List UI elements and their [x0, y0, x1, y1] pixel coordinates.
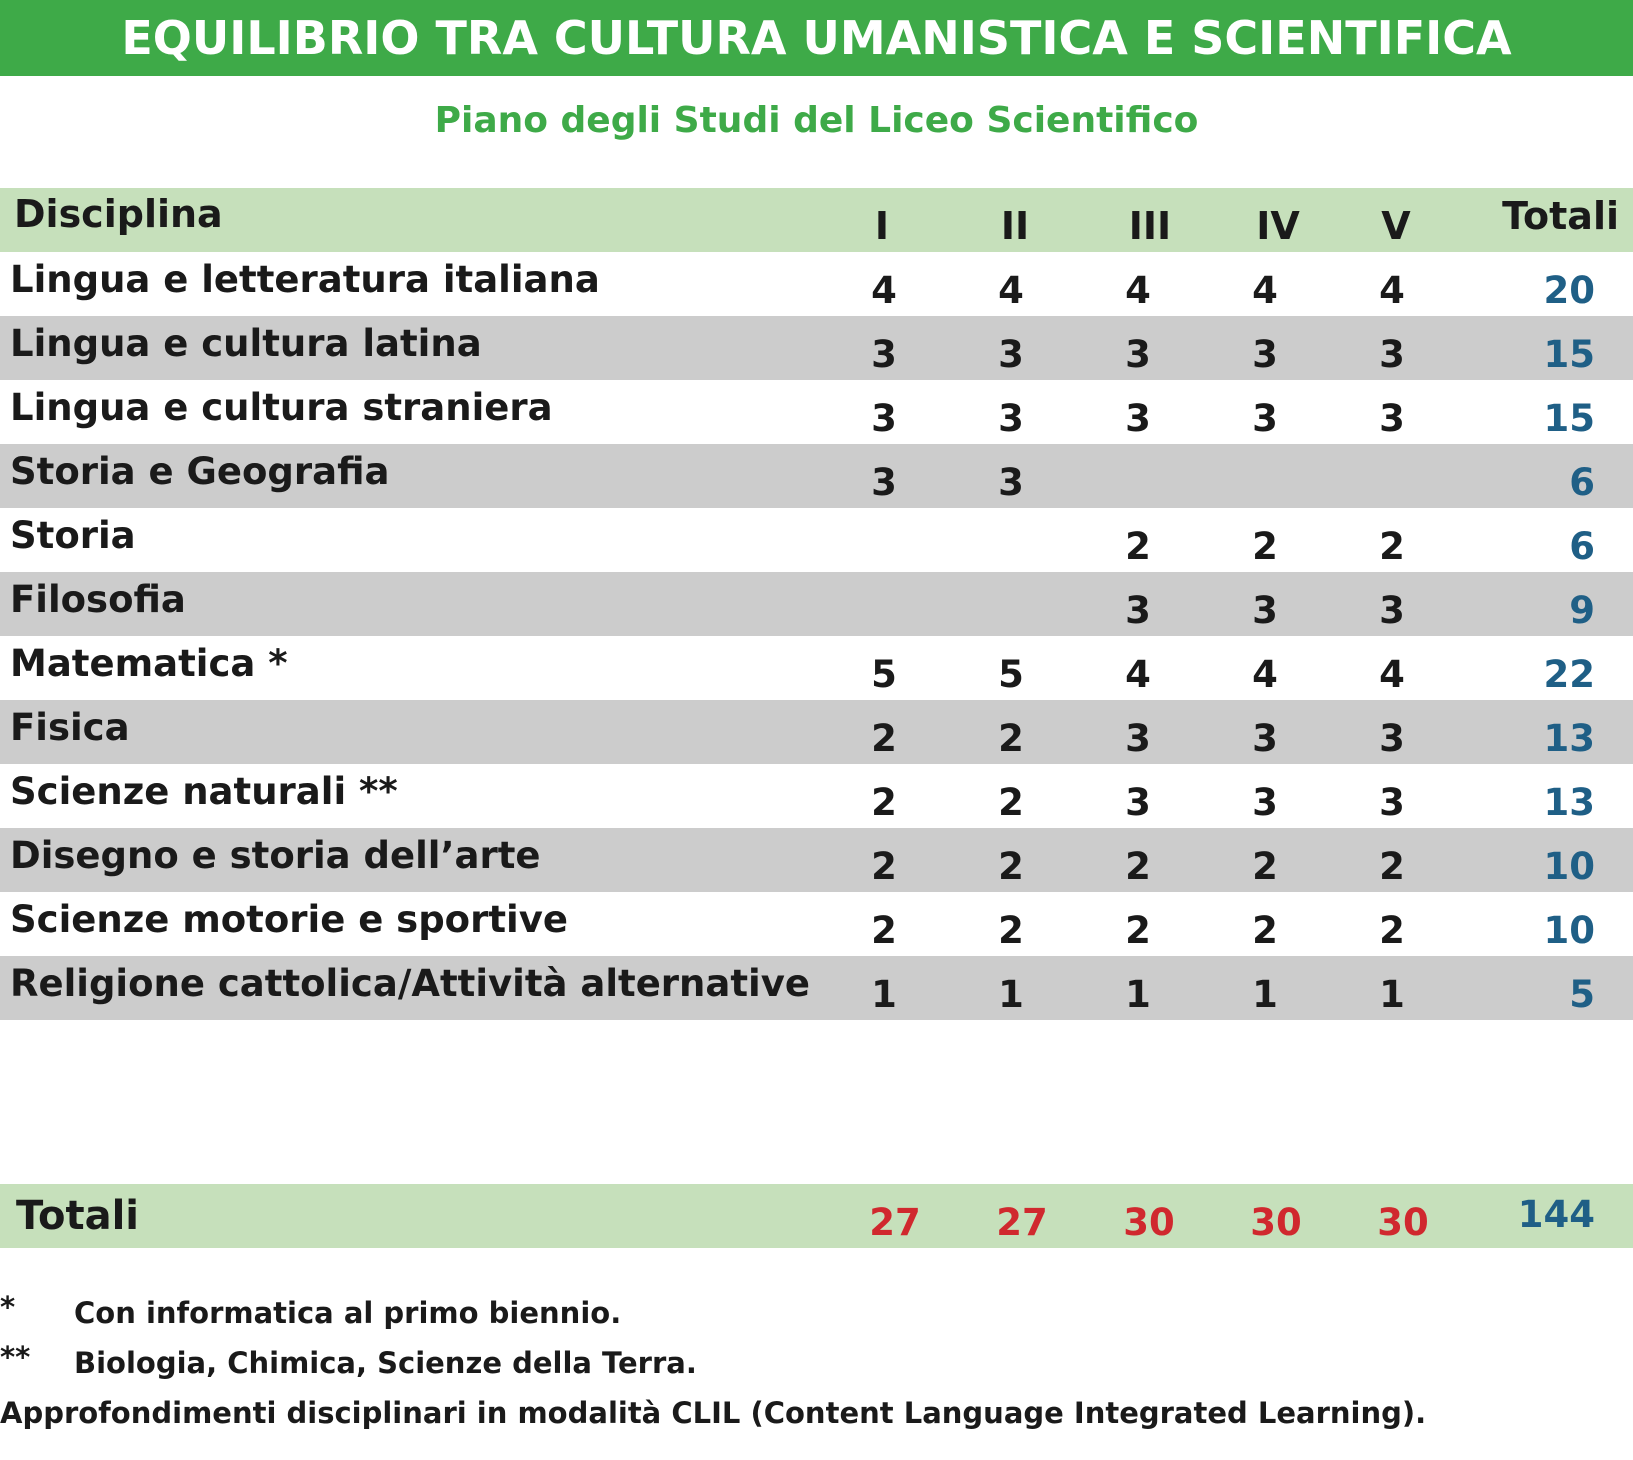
hours-year-3: 2 [1125, 525, 1151, 568]
row-total: 13 [1543, 781, 1595, 824]
hours-year-2: 3 [998, 461, 1024, 504]
row-total: 15 [1543, 397, 1595, 440]
hours-year-3: 2 [1125, 845, 1151, 888]
hours-year-3: 3 [1125, 333, 1151, 376]
hours-year-1 [854, 572, 914, 636]
hours-year-4: 3 [1252, 781, 1278, 824]
column-header-total: Totali [1502, 194, 1619, 238]
totals-label: Totali [16, 1193, 139, 1239]
table-header-row [0, 188, 1633, 252]
hours-year-5: 2 [1379, 525, 1405, 568]
discipline-name: Filosofia [10, 578, 186, 621]
hours-year-5: 4 [1379, 653, 1405, 696]
footnote-2-mark: ** [0, 1340, 31, 1374]
hours-year-2: 5 [998, 653, 1024, 696]
hours-year-4: 2 [1252, 845, 1278, 888]
page-subtitle: Piano degli Studi del Liceo Scientifico [434, 100, 1199, 141]
hours-year-1: 3 [871, 461, 897, 504]
hours-year-1: 2 [871, 845, 897, 888]
hours-year-3: 4 [1125, 269, 1151, 312]
column-header-year-2: II [1000, 204, 1030, 248]
total-year-2: 27 [996, 1201, 1048, 1244]
footnote-1 [0, 1290, 1633, 1346]
row-total: 6 [1569, 461, 1595, 504]
hours-year-5: 1 [1379, 973, 1405, 1016]
title-banner [0, 0, 1633, 76]
hours-year-3: 4 [1125, 653, 1151, 696]
hours-year-4: 3 [1252, 717, 1278, 760]
table-row [0, 252, 1633, 316]
hours-year-1: 3 [871, 397, 897, 440]
footnote-3 [0, 1396, 1633, 1446]
row-total: 20 [1543, 269, 1595, 312]
table-row [0, 380, 1633, 444]
discipline-name: Fisica [10, 706, 130, 749]
column-header-discipline: Disciplina [14, 192, 223, 236]
hours-year-2 [981, 508, 1041, 572]
study-plan-table [0, 188, 1633, 1020]
table-row [0, 316, 1633, 380]
discipline-name: Lingua e cultura latina [10, 322, 482, 365]
hours-year-5: 3 [1379, 589, 1405, 632]
hours-year-1: 2 [871, 909, 897, 952]
discipline-name: Storia e Geografia [10, 450, 390, 493]
totals-row [0, 1184, 1633, 1248]
hours-year-4 [1235, 444, 1295, 508]
hours-year-1: 3 [871, 333, 897, 376]
hours-year-3: 3 [1125, 589, 1151, 632]
hours-year-5: 2 [1379, 845, 1405, 888]
hours-year-2: 2 [998, 845, 1024, 888]
hours-year-5: 4 [1379, 269, 1405, 312]
hours-year-1: 5 [871, 653, 897, 696]
hours-year-3 [1108, 444, 1168, 508]
table-row [0, 700, 1633, 764]
footnotes [0, 1290, 1633, 1446]
hours-year-4: 3 [1252, 333, 1278, 376]
hours-year-3: 3 [1125, 397, 1151, 440]
table-row [0, 636, 1633, 700]
grand-total: 144 [1517, 1192, 1595, 1236]
footnote-2 [0, 1340, 1633, 1396]
table-row [0, 444, 1633, 508]
column-header-year-4: IV [1256, 204, 1300, 248]
hours-year-3: 3 [1125, 717, 1151, 760]
hours-year-1: 2 [871, 781, 897, 824]
column-header-year-3: III [1128, 204, 1172, 248]
row-total: 6 [1569, 525, 1595, 568]
row-total: 10 [1543, 909, 1595, 952]
column-header-year-5: V [1381, 204, 1411, 248]
hours-year-2: 4 [998, 269, 1024, 312]
hours-year-2: 2 [998, 781, 1024, 824]
discipline-name: Storia [10, 514, 136, 557]
discipline-name: Matematica * [10, 642, 288, 685]
hours-year-2 [981, 572, 1041, 636]
row-total: 22 [1543, 653, 1595, 696]
row-total: 15 [1543, 333, 1595, 376]
row-total: 13 [1543, 717, 1595, 760]
discipline-name: Religione cattolica/Attività alternative [10, 962, 810, 1005]
hours-year-5: 3 [1379, 717, 1405, 760]
hours-year-5: 3 [1379, 333, 1405, 376]
hours-year-2: 1 [998, 973, 1024, 1016]
row-total: 10 [1543, 845, 1595, 888]
row-total: 9 [1569, 589, 1595, 632]
hours-year-3: 2 [1125, 909, 1151, 952]
hours-year-4: 2 [1252, 909, 1278, 952]
table-row [0, 828, 1633, 892]
hours-year-3: 1 [1125, 973, 1151, 1016]
table-row [0, 764, 1633, 828]
total-year-3: 30 [1123, 1201, 1175, 1244]
table-row [0, 572, 1633, 636]
table-row [0, 956, 1633, 1020]
discipline-name: Scienze naturali ** [10, 770, 398, 813]
discipline-name: Lingua e cultura straniera [10, 386, 553, 429]
row-total: 5 [1569, 973, 1595, 1016]
hours-year-2: 2 [998, 909, 1024, 952]
hours-year-4: 4 [1252, 653, 1278, 696]
hours-year-4: 3 [1252, 589, 1278, 632]
column-header-year-1: I [874, 204, 890, 248]
hours-year-1: 4 [871, 269, 897, 312]
hours-year-5 [1362, 444, 1422, 508]
discipline-name: Disegno e storia dell’arte [10, 834, 541, 877]
total-year-4: 30 [1250, 1201, 1302, 1244]
total-year-1: 27 [869, 1201, 921, 1244]
footnote-1-text: Con informatica al primo biennio. [74, 1296, 622, 1330]
hours-year-2: 2 [998, 717, 1024, 760]
hours-year-4: 3 [1252, 397, 1278, 440]
discipline-name: Lingua e letteratura italiana [10, 258, 600, 301]
footnote-2-text: Biologia, Chimica, Scienze della Terra. [74, 1346, 697, 1380]
hours-year-1 [854, 508, 914, 572]
hours-year-1: 1 [871, 973, 897, 1016]
page-title: EQUILIBRIO TRA CULTURA UMANISTICA E SCIENTIFICA [121, 11, 1512, 65]
hours-year-5: 2 [1379, 909, 1405, 952]
footnote-1-mark: * [0, 1290, 16, 1324]
table-row [0, 892, 1633, 956]
hours-year-1: 2 [871, 717, 897, 760]
hours-year-4: 4 [1252, 269, 1278, 312]
footnote-3-text: Approfondimenti disciplinari in modalità CLIL (Content Language Integrated Learning). [0, 1396, 1427, 1430]
hours-year-5: 3 [1379, 397, 1405, 440]
hours-year-2: 3 [998, 397, 1024, 440]
hours-year-3: 3 [1125, 781, 1151, 824]
hours-year-2: 3 [998, 333, 1024, 376]
table-row [0, 508, 1633, 572]
total-year-5: 30 [1377, 1201, 1429, 1244]
hours-year-4: 1 [1252, 973, 1278, 1016]
discipline-name: Scienze motorie e sportive [10, 898, 568, 941]
hours-year-4: 2 [1252, 525, 1278, 568]
hours-year-5: 3 [1379, 781, 1405, 824]
